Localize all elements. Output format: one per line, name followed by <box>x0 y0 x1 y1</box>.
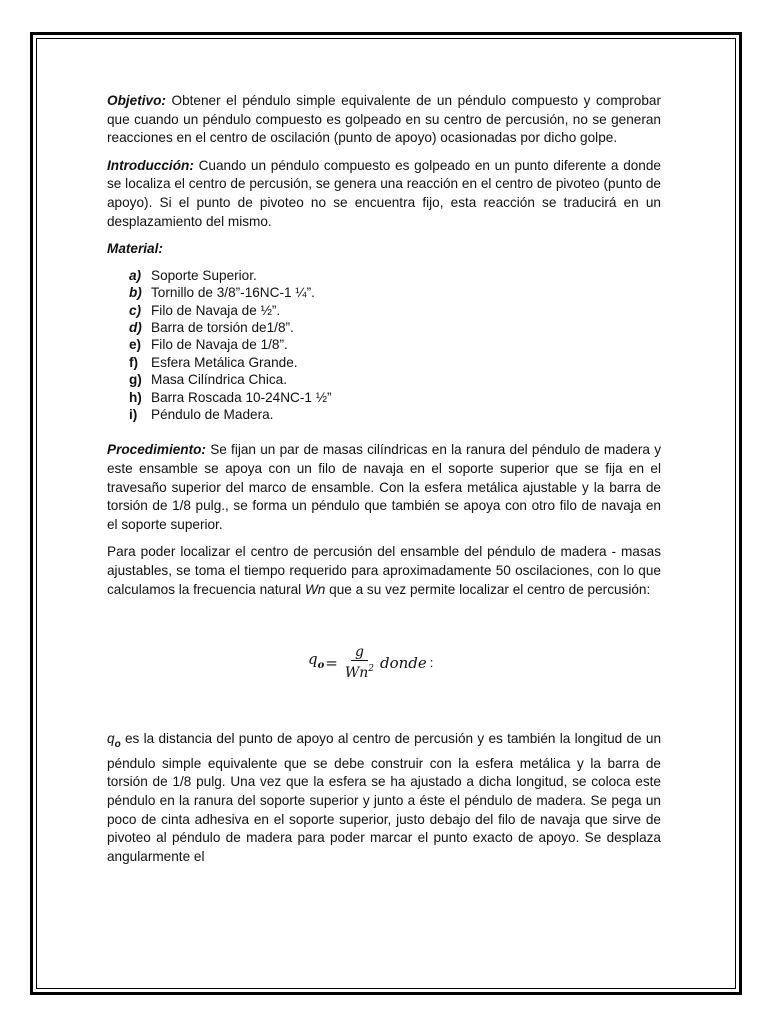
objetivo-text: Obtener el péndulo simple equivalente de un péndulo compuesto y comprobar que cuando un péndulo compuesto es golpeado en su centro de percusión, no se generan reacciones en el centro de oscilación (punto de apoyo) ocasionadas por dicho golpe. <box>107 93 661 146</box>
material-item-text: Soporte Superior. <box>151 267 257 283</box>
material-item-letter: g) <box>129 372 142 388</box>
material-item-text: Filo de Navaja de ½”. <box>151 302 281 318</box>
material-item-letter: b) <box>129 285 142 301</box>
material-item-letter: h) <box>129 389 142 405</box>
formula-word: donde <box>380 653 427 672</box>
material-item <box>129 389 661 406</box>
formula-block <box>107 608 661 730</box>
document-body <box>107 92 661 875</box>
material-item <box>129 302 661 319</box>
formula-lhs-var: q <box>308 650 318 669</box>
material-section <box>107 240 661 423</box>
objetivo-label: Objetivo: <box>107 93 166 108</box>
material-item <box>129 406 661 423</box>
material-item-text: Barra Roscada 10-24NC-1 ½” <box>151 389 332 405</box>
formula <box>308 644 433 682</box>
procedimiento-paragraph <box>107 441 661 534</box>
material-item <box>129 336 661 353</box>
percussion-paragraph <box>107 543 661 599</box>
material-item-letter: e) <box>129 337 142 353</box>
introduccion-text: Cuando un péndulo compuesto es golpeado en un punto diferente a donde se localiza el centro de percusión, se genera una reacción en el centro de pivoteo (punto de apoyo). Si el punto de pivoteo no se encuentra fijo, esta reacción se traducirá en un desplazamiento del mismo. <box>107 157 661 229</box>
qo-text: es la distancia del punto de apoyo al centro de percusión y es también la longitud de un péndulo simple equivalente que se debe construir con la esfera metálica y la barra de torsión de 1/8 pulg. Una vez que la esfera se ha ajustado a dicha longitud, se coloca este péndulo en la ranura del soporte superior y junto a éste el péndulo de madera. Se pega un poco de cinta adhesiva en el soporte superior, justo debajo del filo de navaja que sirve de pivoteo al péndulo de madera para poder marcar el punto exacto de apoyo. Se desplaza angularmente el <box>107 731 661 864</box>
material-item <box>129 354 661 371</box>
material-item-letter: i) <box>129 407 138 422</box>
percussion-text-before: Para poder localizar el centro de percusión del ensamble del péndulo de madera - masas ajustables, se toma el tiempo requerido para aproximadamente 50 oscilaciones, con lo que calculamos la frecuencia natural <box>107 544 661 597</box>
qo-paragraph <box>107 730 661 866</box>
percussion-text-after: que a su vez permite localizar el centro de percusión: <box>325 581 651 597</box>
introduccion-paragraph <box>107 157 661 231</box>
formula-den-exp: 2 <box>368 664 374 675</box>
qo-symbol <box>107 731 121 751</box>
formula-numerator: g <box>351 644 368 661</box>
procedimiento-label: Procedimiento: <box>107 442 206 458</box>
material-item <box>129 284 661 301</box>
introduccion-label: Introducción: <box>107 157 194 173</box>
formula-lhs <box>308 650 324 676</box>
wn-symbol: Wn <box>304 581 326 597</box>
formula-denominator <box>341 661 378 682</box>
formula-fraction <box>341 644 378 682</box>
material-item-text: Filo de Navaja de 1/8”. <box>151 337 288 353</box>
formula-equals: = <box>325 653 338 672</box>
material-item <box>129 267 661 284</box>
material-label: Material: <box>107 241 163 257</box>
material-item-letter: d) <box>129 319 142 335</box>
formula-den-var: Wn <box>344 665 369 682</box>
material-list <box>107 267 661 424</box>
material-item-text: Masa Cilíndrica Chica. <box>151 372 287 388</box>
material-item-letter: a) <box>129 267 142 283</box>
material-item-letter: c) <box>129 302 142 318</box>
objetivo-paragraph <box>107 92 661 148</box>
material-item-text: Péndulo de Madera. <box>151 407 274 422</box>
qo-symbol-var: q <box>107 731 115 747</box>
procedimiento-text: Se fijan un par de masas cilíndricas en la ranura del péndulo de madera y este ensamble se apoya con un filo de navaja en el soporte superior que se fija en el travesaño superior del marco de ensamble. Con la esfera metálica ajustable y la barra de torsión de 1/8 pulg., se forma un péndulo que también se apoya con otro filo de navaja en el soporte superior. <box>107 442 661 532</box>
material-item-text: Esfera Metálica Grande. <box>151 354 298 370</box>
material-item <box>129 371 661 388</box>
material-item-text: Barra de torsión de1/8”. <box>151 319 294 335</box>
formula-colon: : <box>429 654 434 670</box>
material-item-letter: f) <box>129 354 139 370</box>
material-item-text: Tornillo de 3/8”-16NC-1 ¼”. <box>151 285 315 301</box>
material-item <box>129 319 661 336</box>
formula-lhs-sub: o <box>317 660 325 672</box>
qo-symbol-sub: o <box>114 739 121 751</box>
